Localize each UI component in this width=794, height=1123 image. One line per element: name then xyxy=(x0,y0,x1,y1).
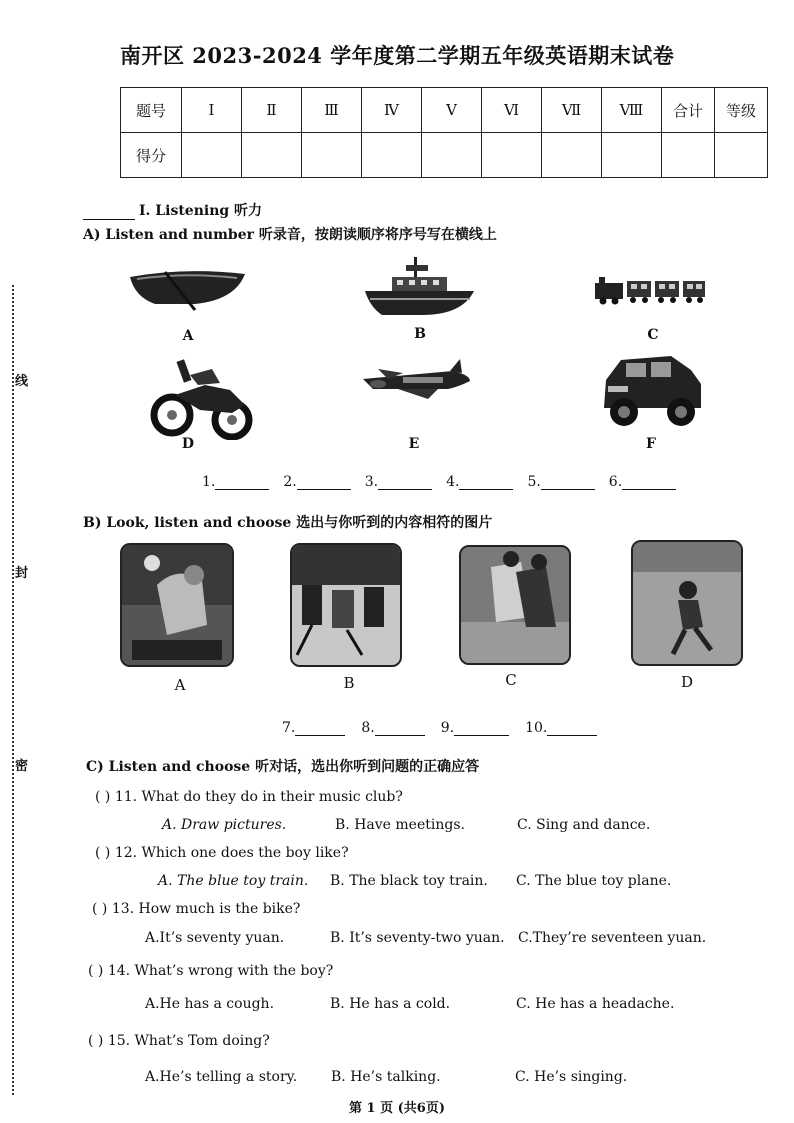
answer-item xyxy=(609,474,676,490)
score-table-score-row xyxy=(121,133,768,178)
score-header-cell: Ⅲ xyxy=(302,88,362,133)
answer-number: 9. xyxy=(440,720,455,736)
score-header-cell: Ⅳ xyxy=(362,88,422,133)
score-cell[interactable] xyxy=(602,133,662,178)
part-b-answer-blanks xyxy=(282,720,597,736)
part-a-title: A) Listen and number 听录音，按朗读顺序将序号写在横线上 xyxy=(83,227,497,243)
space-shuttle-icon xyxy=(358,357,476,402)
section-listening-heading xyxy=(83,200,262,220)
answer-blank[interactable] xyxy=(215,475,269,490)
page-footer: 第 1 页 (共6页) xyxy=(349,1101,445,1116)
score-cell[interactable] xyxy=(242,133,302,178)
score-cell[interactable] xyxy=(362,133,422,178)
score-header-cell: Ⅰ xyxy=(182,88,242,133)
option-b[interactable]: B. He’s talking. xyxy=(331,1069,441,1085)
option-a[interactable]: A.He’s telling a story. xyxy=(145,1069,298,1085)
option-c[interactable]: C.They’re seventeen yuan. xyxy=(518,930,707,946)
photo-d xyxy=(631,540,743,666)
score-header-cell: Ⅷ xyxy=(602,88,662,133)
answer-blank[interactable] xyxy=(454,721,509,736)
answer-item xyxy=(202,474,269,490)
photo-a xyxy=(120,543,234,667)
question-11: ( ) 11. What do they do in their music club? xyxy=(95,789,403,805)
question-14: ( ) 14. What’s wrong with the boy? xyxy=(88,963,334,979)
section-listening-title: Ⅰ. Listening 听力 xyxy=(139,203,263,219)
option-a[interactable]: A. The blue toy train. xyxy=(158,873,309,889)
question-15-options xyxy=(145,1069,627,1085)
score-table xyxy=(120,87,768,178)
score-header-cell: Ⅵ xyxy=(482,88,542,133)
answer-item xyxy=(365,474,432,490)
picture-label: C xyxy=(505,671,517,689)
score-cell[interactable] xyxy=(422,133,482,178)
rowboat-icon xyxy=(125,262,250,312)
photo-b xyxy=(290,543,402,667)
question-12: ( ) 12. Which one does the boy like? xyxy=(95,845,349,861)
answer-item xyxy=(446,474,513,490)
score-header-cell: Ⅴ xyxy=(422,88,482,133)
picture-label: D xyxy=(680,673,694,691)
answer-blank[interactable] xyxy=(375,721,425,736)
photo-football-image xyxy=(461,547,569,663)
answer-item xyxy=(527,474,594,490)
option-c[interactable]: C. He’s singing. xyxy=(515,1069,628,1085)
jeep-icon xyxy=(596,350,706,430)
answer-number: 5. xyxy=(527,474,541,490)
answer-number: 1. xyxy=(202,474,216,490)
section-score-blank[interactable] xyxy=(83,205,135,220)
answer-blank[interactable] xyxy=(541,475,595,490)
option-a[interactable]: A. Draw pictures. xyxy=(162,817,287,833)
answer-item xyxy=(283,474,350,490)
photo-volleyball-image xyxy=(122,545,232,665)
option-b[interactable]: B. He has a cold. xyxy=(330,996,451,1012)
photo-running-image xyxy=(633,542,741,664)
toy-train-icon xyxy=(593,275,708,305)
answer-number: 3. xyxy=(364,474,379,490)
option-c[interactable]: C. Sing and dance. xyxy=(517,817,651,833)
score-cell[interactable] xyxy=(302,133,362,178)
score-cell[interactable] xyxy=(482,133,542,178)
option-a[interactable]: A.He has a cough. xyxy=(145,996,275,1012)
answer-blank[interactable] xyxy=(295,721,345,736)
score-table-header-row xyxy=(121,88,768,133)
picture-label: F xyxy=(646,436,656,452)
answer-item xyxy=(282,720,345,736)
answer-blank[interactable] xyxy=(297,475,351,490)
option-c[interactable]: C. He has a headache. xyxy=(516,996,675,1012)
answer-number: 8. xyxy=(361,720,375,736)
score-cell[interactable] xyxy=(182,133,242,178)
ship-icon xyxy=(362,255,477,320)
score-header-cell: 合计 xyxy=(662,88,715,133)
picture-label: A xyxy=(182,328,194,344)
question-13-options xyxy=(145,930,706,946)
answer-item xyxy=(441,720,509,736)
question-13: ( ) 13. How much is the bike? xyxy=(92,901,301,917)
side-mark-secret: 密 xyxy=(15,759,29,774)
photo-ice-hockey-image xyxy=(292,545,400,665)
score-row-label: 得分 xyxy=(121,133,182,178)
option-b[interactable]: B. Have meetings. xyxy=(335,817,465,833)
part-c-title: C) Listen and choose 听对话，选出你听到问题的正确应答 xyxy=(86,759,480,775)
answer-blank[interactable] xyxy=(547,721,597,736)
answer-blank[interactable] xyxy=(378,475,432,490)
question-14-options xyxy=(145,996,674,1012)
answer-number: 10. xyxy=(525,720,548,736)
answer-number: 2. xyxy=(283,474,297,490)
answer-number: 6. xyxy=(608,474,623,490)
question-15: ( ) 15. What’s Tom doing? xyxy=(88,1033,270,1049)
picture-label: B xyxy=(414,326,426,342)
motorbike-icon xyxy=(150,355,270,440)
picture-label: A xyxy=(174,676,186,694)
answer-blank[interactable] xyxy=(622,475,676,490)
score-cell[interactable] xyxy=(715,133,768,178)
answer-blank[interactable] xyxy=(459,475,513,490)
photo-c xyxy=(459,545,571,665)
question-12-options xyxy=(158,873,671,889)
part-a-answer-blanks xyxy=(202,474,676,490)
score-header-cell: 等级 xyxy=(715,88,768,133)
answer-item xyxy=(361,720,424,736)
option-b[interactable]: B. It’s seventy-two yuan. xyxy=(330,930,505,946)
option-a[interactable]: A.It’s seventy yuan. xyxy=(145,930,285,946)
side-mark-seal: 封 xyxy=(15,566,29,581)
score-cell[interactable] xyxy=(662,133,715,178)
page-title: 南开区 2023-2024 学年度第二学期五年级英语期末试卷 xyxy=(120,43,675,68)
picture-label: B xyxy=(343,674,355,692)
score-cell[interactable] xyxy=(542,133,602,178)
binding-dotted-line xyxy=(12,285,14,1095)
option-b[interactable]: B. The black toy train. xyxy=(330,873,488,889)
answer-number: 7. xyxy=(282,720,296,736)
answer-number: 4. xyxy=(446,474,460,490)
answer-item xyxy=(525,720,597,736)
picture-label: C xyxy=(647,327,659,343)
score-header-cell: Ⅶ xyxy=(542,88,602,133)
part-b-title: B) Look, listen and choose 选出与你听到的内容相符的图片 xyxy=(83,515,493,531)
score-header-cell: Ⅱ xyxy=(242,88,302,133)
question-11-options xyxy=(162,817,650,833)
picture-label: E xyxy=(408,436,420,452)
side-mark-line: 线 xyxy=(15,374,29,389)
score-header-cell: 题号 xyxy=(121,88,182,133)
option-c[interactable]: C. The blue toy plane. xyxy=(516,873,672,889)
picture-label: D xyxy=(181,436,195,452)
